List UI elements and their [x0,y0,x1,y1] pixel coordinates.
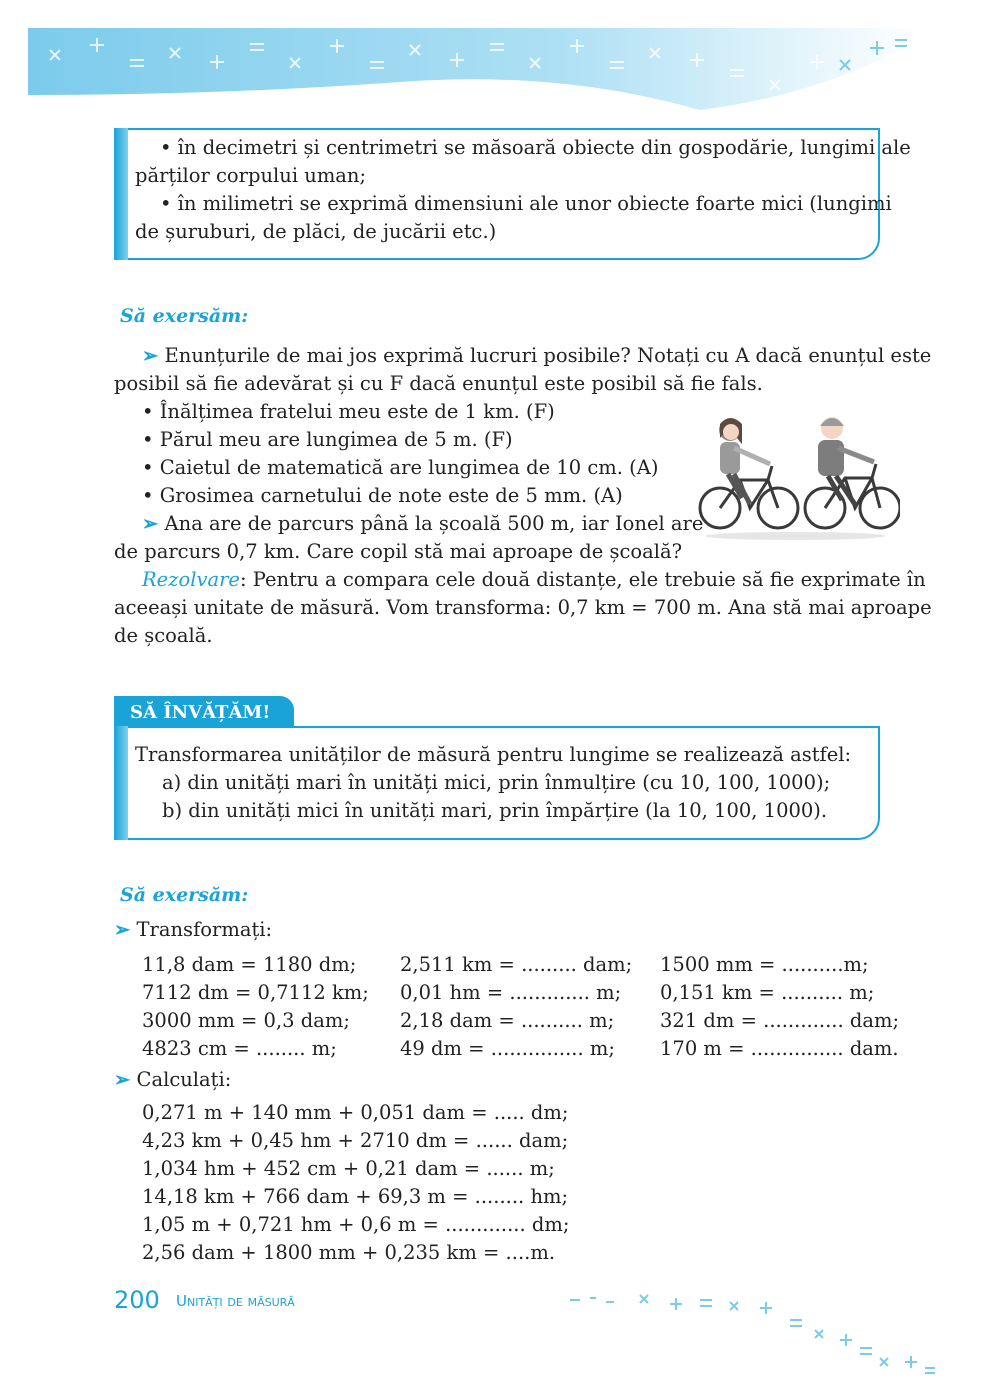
transform-cell: 49 dm = ............... m; [400,1037,615,1060]
transform-cell: 11,8 dam = 1180 dm; [142,953,357,976]
statement-item: • Caietul de matematică are lungimea de 10 cm. (A) [142,456,659,479]
exercise-intro-cont: posibil să fie adevărat și cu F dacă enunțul este posibil să fie fals. [114,372,763,395]
exercise-intro [142,342,931,370]
arrow-icon: ➢ [142,512,159,535]
solution-line: aceeași unitate de măsură. Vom transforma: 0,7 km = 700 m. Ana stă mai aproape [114,596,932,619]
children-on-bicycles-illustration [690,408,900,548]
transform-cell: 7112 dm = 0,7112 km; [142,981,369,1004]
statement-item: • Părul meu are lungimea de 5 m. (F) [142,428,513,451]
problem-statement [142,510,703,538]
info-line: • în milimetri se exprimă dimensiuni ale unor obiecte foarte mici (lungimi [160,192,892,215]
info-line: de șuruburi, de plăci, de jucării etc.) [135,220,497,243]
chapter-title: Unități de măsură [176,1292,295,1310]
arrow-icon: ➢ [142,344,159,367]
calc-label: Calculați: [136,1068,232,1091]
solution-label: Rezolvare [142,568,240,591]
learn-line: a) din unități mari în unități mici, prin înmulțire (cu 10, 100, 1000); [162,771,831,794]
footer-math-decoration [560,1280,960,1380]
info-line: părților corpului uman; [135,164,367,187]
transform-cell: 2,511 km = ......... dam; [400,953,633,976]
info-line: • în decimetri și centrimetri se măsoară obiecte din gospodărie, lungimi ale [160,136,911,159]
exercise-intro-text: Enunțurile de mai jos exprimă lucruri posibile? Notați cu A dacă enunțul este [164,344,932,367]
arrow-icon: ➢ [114,1068,131,1091]
calc-row: 4,23 km + 0,45 hm + 2710 dm = ...... dam; [142,1129,569,1152]
transform-cell: 4823 cm = ........ m; [142,1037,337,1060]
learn-tab-label: SĂ ÎNVĂȚĂM! [130,702,271,723]
solution-line [142,566,926,594]
calc-heading [114,1066,231,1094]
page-number: 200 [114,1286,160,1314]
solution-text: : Pentru a compara cele două distanțe, ele trebuie să fie exprimate în [239,568,926,591]
learn-line: Transformarea unităților de măsură pentru lungime se realizează astfel: [135,743,852,766]
transform-cell: 1500 mm = ..........m; [660,953,869,976]
statement-item: • Înălțimea fratelui meu este de 1 km. (F) [142,400,555,423]
transform-cell: 170 m = ............... dam. [660,1037,899,1060]
section-title-exercise: Să exersăm: [120,305,249,327]
calc-row: 2,56 dam + 1800 mm + 0,235 km = ....m. [142,1241,556,1264]
statement-item: • Grosimea carnetului de note este de 5 mm. (A) [142,484,623,507]
calc-row: 14,18 km + 766 dam + 69,3 m = ........ hm; [142,1185,569,1208]
calc-row: 1,034 hm + 452 cm + 0,21 dam = ...... m; [142,1157,555,1180]
transform-heading [114,916,272,944]
problem-statement-cont: de parcurs 0,7 km. Care copil stă mai aproape de școală? [114,540,683,563]
transform-cell: 0,151 km = .......... m; [660,981,875,1004]
transform-cell: 3000 mm = 0,3 dam; [142,1009,350,1032]
arrow-icon: ➢ [114,918,131,941]
header-math-banner [0,0,992,115]
solution-line: de școală. [114,624,213,647]
transform-cell: 2,18 dam = .......... m; [400,1009,615,1032]
transform-cell: 321 dm = ............. dam; [660,1009,900,1032]
section-title-exercise: Să exersăm: [120,884,249,906]
calc-row: 0,271 m + 140 mm + 0,051 dam = ..... dm; [142,1101,569,1124]
calc-row: 1,05 m + 0,721 hm + 0,6 m = ............. dm; [142,1213,570,1236]
transform-cell: 0,01 hm = ............. m; [400,981,622,1004]
transform-label: Transformați: [136,918,273,941]
problem-text: Ana are de parcurs până la școală 500 m, iar Ionel are [164,512,704,535]
learn-line: b) din unități mici în unități mari, prin împărțire (la 10, 100, 1000). [162,799,828,822]
